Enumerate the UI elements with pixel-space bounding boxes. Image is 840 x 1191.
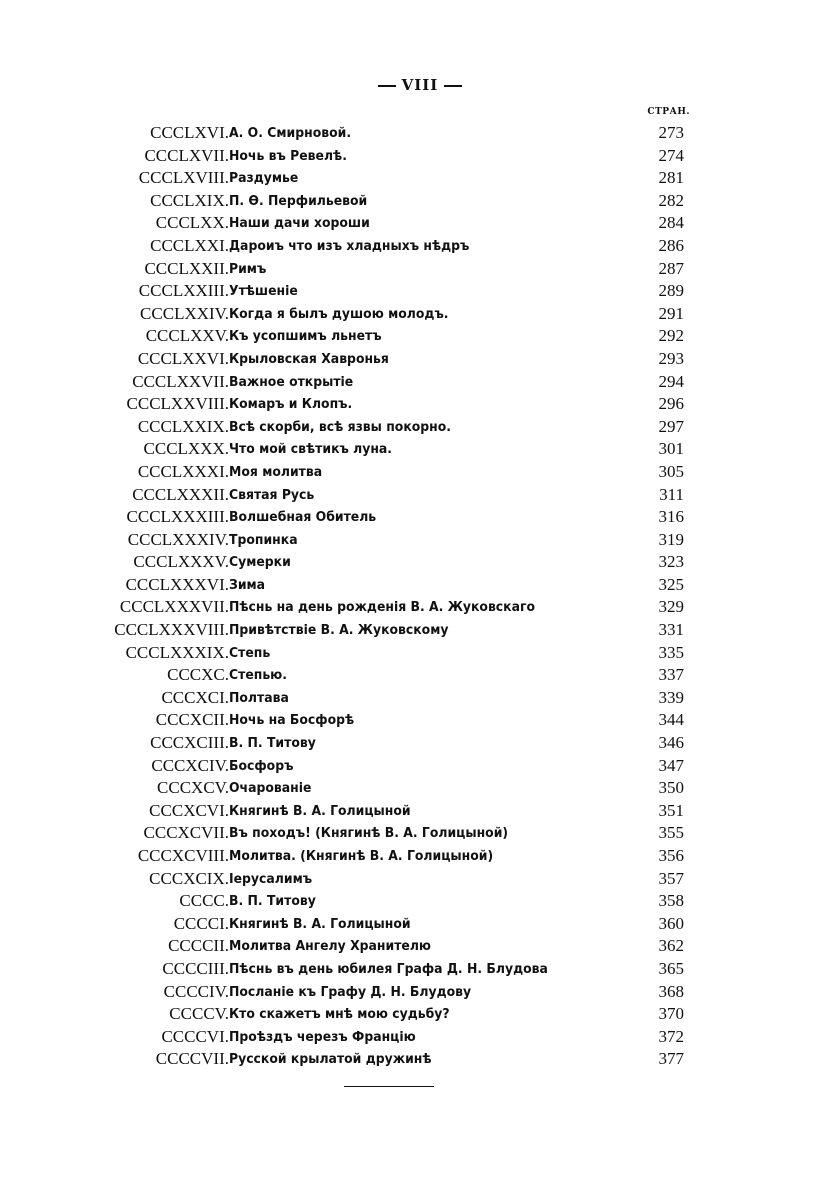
entry-page: 294: [658, 371, 684, 391]
toc-entry: [0, 484, 840, 507]
toc-entry: [0, 890, 840, 913]
entry-page: 292: [658, 326, 684, 346]
entry-number: CCCXC.: [167, 665, 229, 685]
toc-entry: [0, 303, 840, 326]
entry-page: 311: [659, 484, 684, 504]
toc-entry: [0, 258, 840, 281]
toc-entry: [0, 235, 840, 258]
toc-entry: [0, 506, 840, 529]
table-of-contents: [0, 122, 840, 1071]
toc-entry: [0, 755, 840, 778]
entry-page: 357: [658, 868, 684, 888]
entry-title: Степью.: [229, 667, 287, 684]
entry-page: 325: [658, 574, 684, 594]
entry-title: В. П. Титову: [229, 893, 316, 910]
toc-entry: [0, 371, 840, 394]
entry-title: Къ усопшимъ льнетъ: [229, 328, 382, 345]
toc-entry: [0, 167, 840, 190]
entry-title: Русской крылатой дружинѣ: [229, 1051, 432, 1068]
toc-entry: [0, 212, 840, 235]
toc-entry: [0, 574, 840, 597]
entry-number: CCCLXXXVIII.: [114, 620, 229, 640]
entry-title: Святая Русь: [229, 486, 315, 503]
entry-page: 360: [658, 913, 684, 933]
toc-entry: [0, 732, 840, 755]
entry-number: CCCCIII.: [162, 958, 229, 978]
entry-title: Дароиъ что изъ хладныхъ нѣдръ: [229, 237, 470, 254]
entry-title: Важное открытіе: [229, 373, 354, 390]
entry-title: Сумерки: [229, 554, 291, 571]
entry-page: 297: [658, 416, 684, 436]
entry-page: 365: [658, 958, 684, 978]
entry-number: CCCXCVIII.: [137, 846, 229, 865]
toc-entry: [0, 868, 840, 891]
entry-title: Ночь въ Ревелѣ.: [229, 147, 347, 164]
entry-number: CCCLXXIX.: [137, 416, 229, 436]
entry-number: CCCLXVIII.: [138, 168, 229, 188]
page-header: [0, 76, 840, 94]
entry-page: 362: [658, 936, 684, 956]
toc-entry: [0, 190, 840, 213]
toc-entry: [0, 325, 840, 348]
entry-number: CCCLXXXIII.: [126, 507, 229, 527]
entry-page: 282: [658, 190, 684, 210]
entry-title: П. Ѳ. Перфильевой: [229, 192, 368, 209]
entry-number: CCCLXIX.: [150, 190, 229, 210]
entry-number: CCCXCVII.: [143, 823, 229, 843]
entry-title: Зима: [229, 576, 266, 593]
entry-number: CCCXCVI.: [149, 800, 229, 820]
entry-page: 372: [658, 1026, 684, 1046]
entry-page: 331: [658, 620, 684, 640]
toc-entry: [0, 416, 840, 439]
entry-number: CCCLXXVII.: [132, 371, 229, 391]
entry-number: CCCXCII.: [155, 710, 229, 730]
entry-title: Что мой свѣтикъ луна.: [229, 441, 393, 458]
entry-page: 355: [658, 823, 684, 843]
entry-number: CCCLXXVIII.: [126, 394, 229, 414]
entry-number: CCCLXXIV.: [140, 303, 229, 323]
toc-entry: [0, 687, 840, 710]
entry-number: CCCC.: [179, 891, 229, 911]
entry-page: 329: [658, 597, 684, 617]
entry-page: 301: [658, 439, 684, 459]
entry-page: 337: [658, 665, 684, 685]
toc-entry: [0, 461, 840, 484]
toc-entry: [0, 393, 840, 416]
entry-page: 344: [658, 710, 684, 730]
toc-entry: [0, 438, 840, 461]
entry-page: 296: [658, 394, 684, 414]
entry-title: Босфоръ: [229, 757, 294, 774]
entry-title: Очарованіе: [229, 780, 312, 797]
toc-entry: [0, 596, 840, 619]
entry-page: 273: [658, 123, 684, 142]
entry-page: 293: [658, 348, 684, 368]
entry-number: CCCLXXVI.: [137, 348, 229, 368]
toc-entry: [0, 822, 840, 845]
toc-entry: [0, 280, 840, 303]
entry-number: CCCLXXI.: [150, 235, 229, 255]
entry-title: Всѣ скорби, всѣ язвы покорно.: [229, 418, 452, 435]
entry-page: 281: [658, 168, 684, 188]
entry-page: 377: [658, 1049, 684, 1069]
entry-page: 323: [658, 552, 684, 572]
toc-entry: [0, 958, 840, 981]
entry-page: 286: [658, 235, 684, 255]
entry-page: 347: [658, 755, 684, 775]
entry-number: CCCCVII.: [155, 1049, 229, 1069]
toc-entry: [0, 529, 840, 552]
toc-entry: [0, 348, 840, 371]
entry-title: Молитва. (Княгинѣ В. А. Голицыной): [229, 848, 494, 864]
entry-title: Крыловская Хавронья: [229, 350, 389, 367]
entry-page: 335: [658, 642, 684, 662]
entry-number: CCCLXXIII.: [138, 281, 229, 301]
entry-page: 356: [658, 846, 684, 865]
entry-page: 291: [658, 303, 684, 323]
entry-number: CCCLXXXIX.: [125, 642, 229, 662]
entry-number: CCCCV.: [169, 1004, 229, 1024]
entry-title: Раздумье: [229, 170, 299, 187]
entry-page: 284: [658, 213, 684, 233]
entry-number: CCCLXXXV.: [133, 552, 229, 572]
entry-page: 350: [658, 778, 684, 798]
entry-number: CCCCI.: [173, 913, 229, 933]
entry-number: CCCCIV.: [163, 981, 229, 1001]
entry-title: Волшебная Обитель: [229, 509, 377, 526]
entry-number: CCCLXVI.: [150, 123, 229, 142]
entry-number: CCCLXX.: [155, 213, 229, 233]
entry-title: Посланіе къ Графу Д. Н. Блудову: [229, 983, 472, 1000]
toc-entry: [0, 664, 840, 687]
entry-number: CCCLXXXVII.: [119, 597, 229, 617]
entry-number: CCCLXXX.: [143, 439, 229, 459]
entry-title: Княгинѣ В. А. Голицыной: [229, 802, 411, 819]
entry-page: 351: [658, 800, 684, 820]
entry-title: Привѣтствіе В. А. Жуковскому: [229, 622, 449, 639]
toc-entry: [0, 122, 840, 145]
entry-page: 319: [658, 529, 684, 549]
entry-title: В. П. Титову: [229, 735, 316, 752]
entry-title: Степь: [229, 644, 271, 661]
toc-entry: [0, 1003, 840, 1026]
toc-entry: [0, 709, 840, 732]
entry-title: Ночь на Босфорѣ: [229, 712, 355, 729]
toc-entry: [0, 800, 840, 823]
entry-page: 274: [658, 145, 684, 165]
toc-entry: [0, 777, 840, 800]
entry-number: CCCLXXXVI.: [125, 574, 229, 594]
entry-page: 287: [658, 258, 684, 278]
entry-title: А. О. Смирновой.: [229, 125, 352, 141]
entry-title: Полтава: [229, 689, 289, 706]
entry-number: CCCLXXV.: [145, 326, 229, 346]
entry-title: Наши дачи хороши: [229, 215, 370, 232]
toc-entry: [0, 981, 840, 1004]
entry-title: Пѣснь въ день юбилея Графа Д. Н. Блудова: [229, 960, 548, 977]
entry-title: Тропинка: [229, 531, 298, 548]
entry-number: CCCXCIII.: [150, 733, 229, 753]
toc-entry: [0, 935, 840, 958]
header-dash-left: [378, 85, 396, 87]
entry-title: Въ походъ! (Княгинѣ В. А. Голицыной): [229, 825, 509, 842]
page-column-label: СТРАН.: [647, 107, 690, 117]
entry-number: CCCXCIX.: [149, 868, 229, 888]
entry-title: Пѣснь на день рожденія В. А. Жуковскаго: [229, 599, 536, 616]
entry-page: 358: [658, 891, 684, 911]
entry-page: 368: [658, 981, 684, 1001]
entry-number: CCCLXXXII.: [132, 484, 229, 504]
entry-page: 346: [658, 733, 684, 753]
entry-title: Утѣшеніе: [229, 283, 298, 300]
toc-entry: [0, 551, 840, 574]
entry-page: 316: [658, 507, 684, 527]
entry-title: Римъ: [229, 260, 267, 277]
entry-title: Іерусалимъ: [229, 870, 313, 887]
entry-title: Комаръ и Клопъ.: [229, 396, 353, 413]
entry-title: Проѣздъ черезъ Францію: [229, 1028, 416, 1045]
entry-title: Когда я былъ душою молодъ.: [229, 305, 449, 322]
entry-number: CCCLXVII.: [144, 145, 229, 165]
closing-rule: [344, 1086, 434, 1087]
entry-number: CCCCII.: [168, 936, 229, 956]
toc-entry: [0, 845, 840, 868]
toc-entry: [0, 619, 840, 642]
entry-number: CCCXCV.: [157, 778, 229, 798]
entry-title: Молитва Ангелу Хранителю: [229, 938, 432, 955]
entry-page: 339: [658, 687, 684, 707]
toc-entry: [0, 1048, 840, 1071]
toc-entry: [0, 145, 840, 168]
header-dash-right: [444, 85, 462, 87]
entry-page: 289: [658, 281, 684, 301]
entry-number: CCCXCI.: [161, 687, 229, 707]
entry-number: CCCLXXXIV.: [127, 529, 229, 549]
entry-title: Кто скажетъ мнѣ мою судьбу?: [229, 1006, 450, 1023]
entry-page: 370: [658, 1004, 684, 1024]
entry-number: CCCLXXII.: [144, 258, 229, 278]
entry-title: Моя молитва: [229, 463, 323, 480]
entry-number: CCCCVI.: [161, 1026, 229, 1046]
page-number: VIII: [401, 76, 439, 94]
toc-entry: [0, 913, 840, 936]
toc-entry: [0, 1026, 840, 1049]
entry-title: Княгинѣ В. А. Голицыной: [229, 915, 411, 932]
entry-number: CCCLXXXI.: [137, 461, 229, 481]
entry-number: CCCXCIV.: [151, 755, 229, 775]
entry-page: 305: [658, 461, 684, 481]
toc-entry: [0, 642, 840, 665]
